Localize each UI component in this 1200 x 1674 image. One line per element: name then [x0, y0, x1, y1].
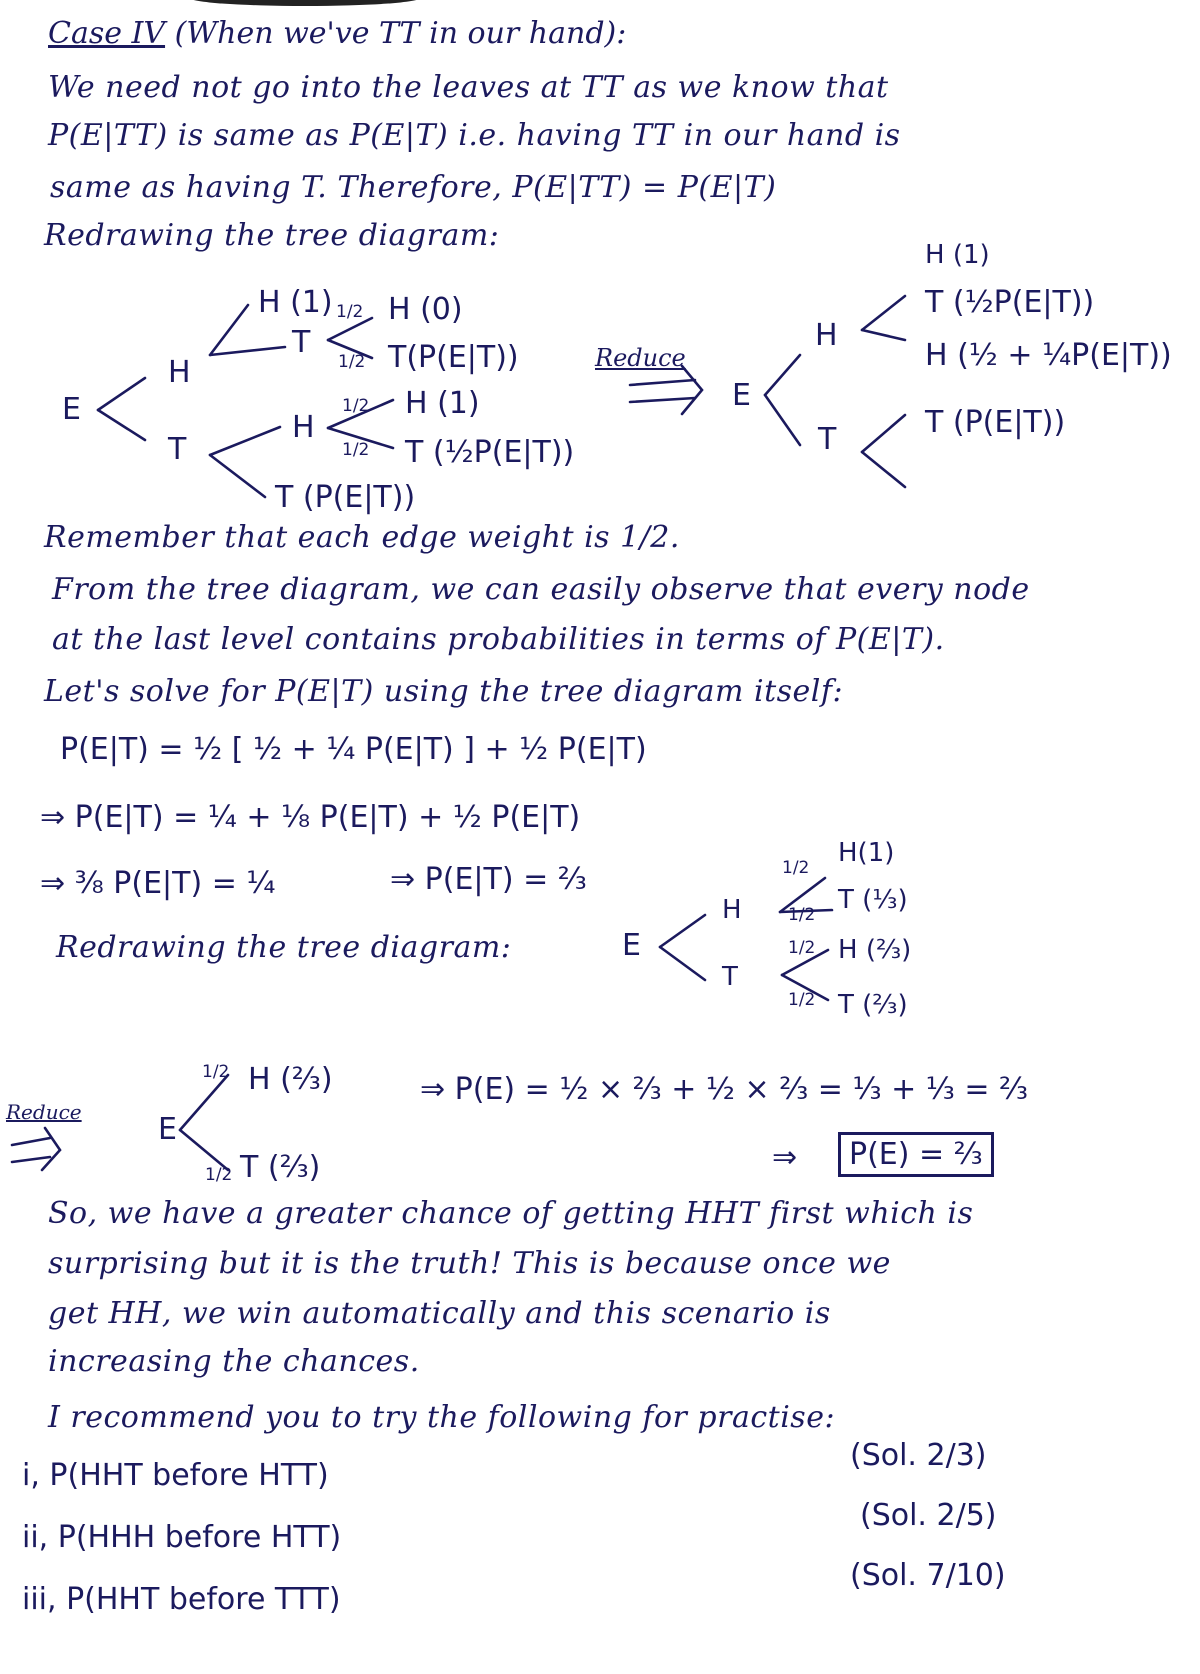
tree3-leaf-HT: T (⅓) [838, 885, 908, 915]
conclusion-line-3: get HH, we win automatically and this scenario is [48, 1296, 831, 1331]
tree1-root: E [62, 392, 81, 427]
equation-3: ⇒ ⅜ P(E|T) = ¼ [40, 866, 276, 901]
tree1-node-H: H [168, 355, 191, 390]
tree1-leaf-THH: H (1) [405, 386, 480, 421]
tree4-weight: 1/2 [205, 1165, 233, 1185]
equation-2: ⇒ P(E|T) = ¼ + ⅛ P(E|T) + ½ P(E|T) [40, 800, 581, 835]
intro-line-1: We need not go into the leaves at TT as we know that [48, 70, 889, 105]
practice-solution-2: (Sol. 2/5) [860, 1498, 997, 1533]
tree2-leaf-TT: T (P(E|T)) [925, 405, 1066, 440]
tree1-leaf-THT: T (½P(E|T)) [405, 435, 575, 470]
observation-line-4: Let's solve for P(E|T) using the tree diagram itself: [44, 674, 844, 709]
final-calculation: ⇒ P(E) = ½ × ⅔ + ½ × ⅔ = ⅓ + ⅓ = ⅔ [420, 1072, 1029, 1107]
scan-blot [190, 0, 420, 6]
equation-4: ⇒ P(E|T) = ⅔ [390, 862, 587, 897]
case-label: Case IV [48, 16, 166, 51]
tree1-weight: 1/2 [342, 396, 370, 416]
tree2-leaf-HT: T (½P(E|T)) [925, 285, 1095, 320]
tree3-weight: 1/2 [788, 990, 816, 1010]
tree3-weight: 1/2 [788, 938, 816, 958]
observation-line-1: Remember that each edge weight is 1/2. [44, 520, 680, 555]
case-subtitle: (When we've TT in our hand): [174, 16, 627, 51]
tree3-leaf-TH: H (⅔) [838, 935, 912, 965]
tree2-leaf-TH: H (½ + ¼P(E|T)) [925, 338, 1172, 373]
tree3-node-H: H [722, 895, 742, 925]
tree1-node-HT: T [292, 325, 311, 360]
tree1-leaf-HH: H (1) [258, 285, 333, 320]
tree1-leaf-TT: T (P(E|T)) [275, 480, 416, 515]
practice-item-1: i, P(HHT before HTT) [22, 1458, 329, 1493]
tree2-node-T: T [818, 422, 837, 457]
tree2-root: E [732, 378, 751, 413]
tree4-leaf-H: H (⅔) [248, 1062, 333, 1097]
tree1-leaf-HTH: H (0) [388, 292, 463, 327]
observation-line-2: From the tree diagram, we can easily observe that every node [52, 572, 1030, 607]
conclusion-line-2: surprising but it is the truth! This is because once we [48, 1246, 891, 1281]
final-arrow: ⇒ [772, 1140, 798, 1175]
tree2-node-H: H [815, 318, 838, 353]
tree3-root: E [622, 928, 641, 963]
practice-solution-1: (Sol. 2/3) [850, 1438, 987, 1473]
equation-1: P(E|T) = ½ [ ½ + ¼ P(E|T) ] + ½ P(E|T) [60, 732, 647, 767]
tree3-weight: 1/2 [788, 905, 816, 925]
tree3-leaf-HH: H(1) [838, 838, 895, 868]
tree3-node-T: T [722, 962, 738, 992]
practice-intro: I recommend you to try the following for practise: [48, 1400, 836, 1435]
observation-line-3: at the last level contains probabilities in terms of P(E|T). [52, 622, 945, 657]
redraw-label: Redrawing the tree diagram: [56, 930, 512, 965]
tree1-leaf-HTT: T(P(E|T)) [388, 340, 519, 375]
tree3-weight: 1/2 [782, 858, 810, 878]
case-heading [48, 16, 626, 51]
tree4-weight: 1/2 [202, 1062, 230, 1082]
reduce-label: Reduce [595, 344, 686, 372]
practice-item-2: ii, P(HHH before HTT) [22, 1520, 342, 1555]
intro-line-4: Redrawing the tree diagram: [44, 218, 500, 253]
practice-solution-3: (Sol. 7/10) [850, 1558, 1006, 1593]
tree2-leaf-HH: H (1) [925, 240, 990, 270]
reduce-label-2: Reduce [6, 1100, 82, 1124]
conclusion-line-4: increasing the chances. [48, 1344, 420, 1379]
intro-line-2: P(E|TT) is same as P(E|T) i.e. having TT in our hand is [48, 118, 901, 153]
tree1-node-T: T [168, 432, 187, 467]
conclusion-line-1: So, we have a greater chance of getting HHT first which is [48, 1196, 974, 1231]
tree1-weight: 1/2 [342, 440, 370, 460]
intro-line-3: same as having T. Therefore, P(E|TT) = P(E|T) [50, 170, 777, 205]
tree1-weight: 1/2 [336, 302, 364, 322]
final-result-box: P(E) = ⅔ [838, 1132, 994, 1177]
tree1-node-TH: H [292, 410, 315, 445]
tree4-root: E [158, 1112, 177, 1147]
tree4-leaf-T: T (⅔) [240, 1150, 321, 1185]
tree3-leaf-TT: T (⅔) [838, 990, 908, 1020]
tree1-weight: 1/2 [338, 352, 366, 372]
practice-item-3: iii, P(HHT before TTT) [22, 1582, 341, 1617]
